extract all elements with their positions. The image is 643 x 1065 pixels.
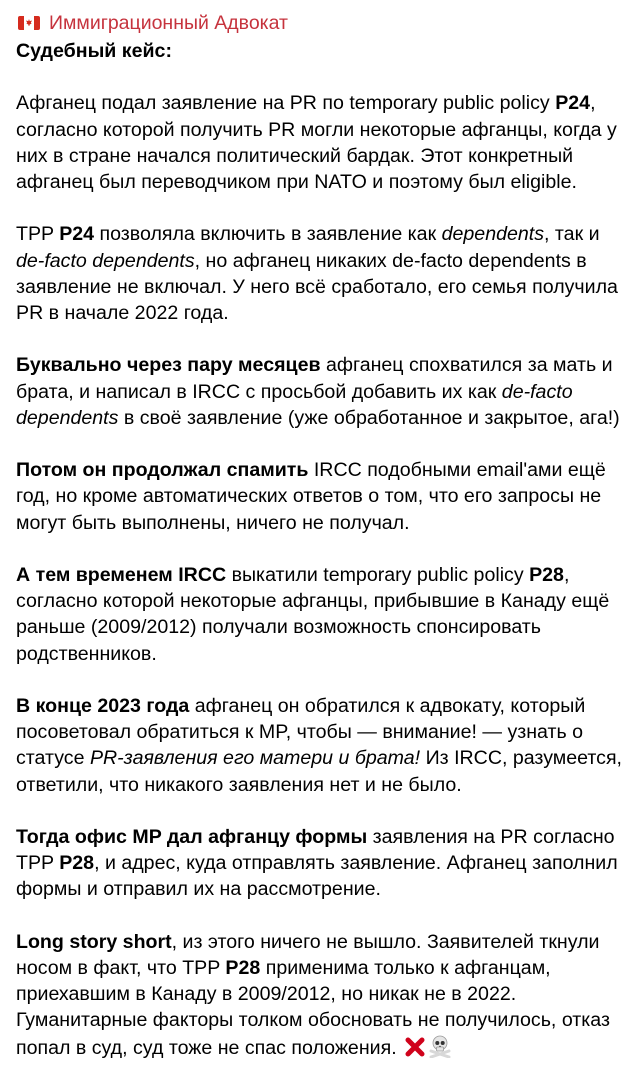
text-segment: в своё заявление (уже обработанное и закрытое, ага!) bbox=[118, 406, 620, 429]
paragraph bbox=[16, 824, 631, 903]
bold-text: P28 bbox=[529, 563, 564, 586]
text-segment: заявления на PR согласно TPP bbox=[16, 825, 615, 875]
bold-text: P24 bbox=[59, 223, 95, 246]
text-segment: , согласно которой получить PR могли некоторые афганцы, когда у них в стране начался политический бардак. Этот конкретный афганец был переводчиком при NATO и поэтому был eligible. bbox=[16, 92, 617, 193]
paragraph bbox=[16, 693, 631, 798]
text-segment: , так и bbox=[544, 223, 600, 246]
italic-text: de-facto dependents bbox=[16, 380, 573, 429]
bold-text: Потом он продолжал спамить bbox=[16, 459, 309, 482]
cross-mark-icon bbox=[404, 1036, 426, 1065]
text-segment: TPP bbox=[16, 223, 60, 246]
italic-text: de-facto dependents bbox=[16, 249, 195, 272]
text-segment: , и адрес, куда отправлять заявление. Афганец заполнил формы и отправил их на рассмотрение. bbox=[16, 852, 618, 901]
italic-text: dependents bbox=[441, 223, 545, 246]
bold-text: В конце 2023 года bbox=[16, 694, 190, 717]
bold-text: P24 bbox=[555, 92, 591, 115]
text-segment: афганец спохватился за мать и брата, и написал в IRCC с просьбой добавить их как bbox=[16, 354, 613, 403]
message-heading: Судебный кейс: bbox=[16, 40, 172, 62]
text-segment: , согласно которой некоторые афганцы, прибывшие в Канаду ещё раньше (2009/2012) получали возможность спонсировать родственников. bbox=[16, 563, 610, 665]
skull-crossbones-icon bbox=[428, 1034, 452, 1065]
paragraph bbox=[16, 352, 631, 431]
text-segment: Афганец подал заявление на PR по temporary public policy bbox=[16, 92, 556, 115]
bold-text: А тем временем IRCC bbox=[16, 563, 227, 586]
bold-text: Тогда офис MP дал афганцу формы bbox=[16, 825, 368, 848]
paragraph bbox=[16, 90, 631, 195]
text-segment: IRCC подобными email'ами ещё год, но кроме автоматических ответов о том, что его запросы не могут быть выполнены, ничего не получал. bbox=[16, 459, 606, 534]
paragraph bbox=[16, 457, 631, 536]
paragraph bbox=[16, 562, 631, 667]
canada-flag-icon bbox=[18, 16, 40, 30]
text-segment: выкатили temporary public policy bbox=[226, 563, 530, 586]
text-segment: позволяла включить в заявление как bbox=[94, 223, 442, 246]
text-segment: применима только к афганцам, приехавшим в Канаду в 2009/2012, но никак не в 2022. Гуманитарные факторы толком обосновать не получилось, отказ попал в суд, суд тоже не спас положения. bbox=[16, 956, 610, 1059]
message-text bbox=[16, 38, 631, 1065]
bold-text: Буквально через пару месяцев bbox=[16, 354, 321, 377]
text-segment: , из этого ничего не вышло. Заявителей ткнули носом в факт, что TPP bbox=[16, 930, 600, 979]
bold-text: P28 bbox=[225, 956, 261, 979]
text-segment: , но афганец никаких de-facto dependents в заявление не включал. У него всё сработало, его семья получила PR в начале 2022 года. bbox=[16, 249, 618, 324]
bold-text: P28 bbox=[59, 852, 95, 875]
sender-header[interactable] bbox=[18, 8, 631, 38]
text-segment: афганец он обратился к адвокату, который посоветовал обратиться к MP, чтобы — внимание! — узнать о статусе bbox=[16, 694, 586, 770]
bold-text: Long story short bbox=[16, 930, 172, 953]
paragraph bbox=[16, 221, 631, 326]
text-segment: Из IRCC, разумеется, ответили, что никакого заявления нет и не было. bbox=[16, 747, 622, 796]
paragraph bbox=[16, 929, 631, 1065]
italic-text: PR-заявления его матери и брата! bbox=[89, 747, 421, 770]
sender-name[interactable]: Иммиграционный Адвокат bbox=[49, 11, 288, 34]
